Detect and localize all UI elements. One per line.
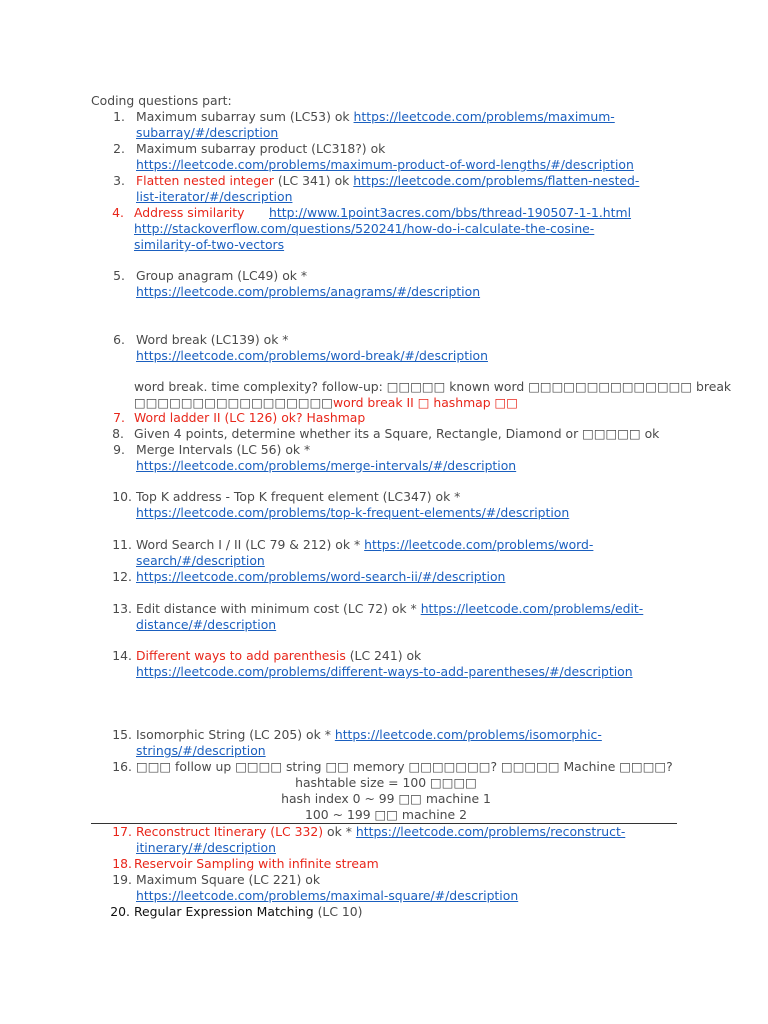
- item-title: Regular Expression Matching: [134, 904, 314, 919]
- item-text: Maximum Square (LC 221) ok: [136, 872, 321, 887]
- item-link[interactable]: https://leetcode.com/problems/maximum-product-of-word-lengths/#/description: [136, 157, 634, 172]
- list-number: 4.: [112, 205, 124, 220]
- list-number: 17.: [112, 824, 132, 839]
- item-text: ok *: [323, 824, 356, 839]
- item-link-continued[interactable]: distance/#/description: [136, 617, 277, 632]
- item-note-continued: [134, 395, 518, 411]
- list-number: 19.: [112, 872, 132, 887]
- item-text: Edit distance with minimum cost (LC 72) ok *: [136, 601, 421, 616]
- list-item: [136, 537, 593, 553]
- item-text: Isomorphic String (LC 205) ok *: [136, 727, 335, 742]
- list-number: 13.: [112, 601, 132, 616]
- item-link[interactable]: https://leetcode.com/problems/maximal-square/#/description: [136, 888, 519, 903]
- list-number: 1.: [113, 109, 125, 124]
- item-text: Maximum subarray sum (LC53) ok: [136, 109, 354, 124]
- item-link[interactable]: https://leetcode.com/problems/flatten-nested-: [353, 173, 640, 188]
- item-detail-line: hash index 0 ~ 99 □□ machine 1: [281, 791, 491, 806]
- item-link[interactable]: https://leetcode.com/problems/word-break/#/description: [136, 348, 488, 363]
- item-title-highlight: Word ladder II (LC 126) ok? Hashmap: [134, 410, 366, 425]
- note-highlight: word break II □ hashmap □□: [333, 395, 518, 410]
- item-link-second[interactable]: http://stackoverflow.com/questions/520241/how-do-i-calculate-the-cosine-: [134, 221, 595, 236]
- item-link[interactable]: https://leetcode.com/problems/isomorphic-: [334, 727, 602, 742]
- list-number: 20.: [110, 904, 130, 919]
- item-text: Maximum subarray product (LC318?) ok: [136, 141, 386, 156]
- item-detail-line: 100 ~ 199 □□ machine 2: [305, 807, 467, 822]
- list-number: 9.: [113, 442, 125, 457]
- list-item: [134, 904, 363, 920]
- item-text: Merge Intervals (LC 56) ok *: [136, 442, 311, 457]
- list-item: [136, 824, 625, 840]
- list-number: 18.: [112, 856, 132, 871]
- item-text: Word Search I / II (LC 79 & 212) ok *: [136, 537, 365, 552]
- list-number: 5.: [113, 268, 125, 283]
- item-link[interactable]: https://leetcode.com/problems/different-ways-to-add-parentheses/#/description: [136, 664, 633, 679]
- item-link[interactable]: https://leetcode.com/problems/anagrams/#/description: [136, 284, 481, 299]
- item-text: □□□ follow up □□□□ string □□ memory □□□□□□□? □□□□□ Machine □□□□?: [136, 759, 673, 774]
- item-text: (LC 341) ok: [273, 173, 354, 188]
- list-item: [136, 648, 421, 664]
- item-link[interactable]: https://leetcode.com/problems/top-k-frequent-elements/#/description: [136, 505, 570, 520]
- item-text: (LC 10): [313, 904, 363, 919]
- list-item: [136, 109, 615, 125]
- item-link-second-continued[interactable]: similarity-of-two-vectors: [134, 237, 285, 252]
- item-text: Group anagram (LC49) ok *: [136, 268, 308, 283]
- item-link[interactable]: https://leetcode.com/problems/maximum-: [353, 109, 615, 124]
- item-title-highlight: Reconstruct Itinerary (LC 332): [136, 824, 324, 839]
- list-item: [136, 727, 602, 743]
- item-title-highlight: Different ways to add parenthesis: [136, 648, 346, 663]
- item-link-continued[interactable]: subarray/#/description: [136, 125, 279, 140]
- item-link[interactable]: https://leetcode.com/problems/word-: [364, 537, 594, 552]
- item-link[interactable]: http://www.1point3acres.com/bbs/thread-190507-1-1.html: [269, 205, 632, 220]
- list-item: [136, 173, 639, 189]
- item-title-highlight: Reservoir Sampling with infinite stream: [134, 856, 379, 871]
- list-number: 3.: [113, 173, 125, 188]
- item-detail-line: hashtable size = 100 □□□□: [295, 775, 477, 790]
- list-item: [136, 601, 643, 617]
- list-number: 16.: [112, 759, 132, 774]
- list-number: 10.: [112, 489, 132, 504]
- item-link-continued[interactable]: list-iterator/#/description: [136, 189, 293, 204]
- item-link[interactable]: https://leetcode.com/problems/merge-intervals/#/description: [136, 458, 517, 473]
- item-link-continued[interactable]: search/#/description: [136, 553, 265, 568]
- note-text: □□□□□□□□□□□□□□□□□: [134, 395, 334, 410]
- item-title-highlight: Address similarity: [134, 205, 245, 220]
- list-number: 2.: [113, 141, 125, 156]
- item-text: (LC 241) ok: [345, 648, 422, 663]
- list-number: 15.: [112, 727, 132, 742]
- item-link-continued[interactable]: itinerary/#/description: [136, 840, 276, 855]
- item-title-highlight: Flatten nested integer: [136, 173, 274, 188]
- list-number: 8.: [112, 426, 124, 441]
- item-text: Given 4 points, determine whether its a Square, Rectangle, Diamond or □□□□□ ok: [134, 426, 660, 441]
- item-link[interactable]: https://leetcode.com/problems/edit-: [420, 601, 644, 616]
- list-number: 12.: [112, 569, 132, 584]
- item-note: word break. time complexity? follow-up: □□□□□ known word □□□□□□□□□□□□□□ break: [134, 379, 732, 394]
- list-number: 6.: [113, 332, 125, 347]
- item-text: Top K address - Top K frequent element (LC347) ok *: [136, 489, 461, 504]
- item-text: Word break (LC139) ok *: [136, 332, 289, 347]
- list-number: 7.: [113, 410, 125, 425]
- item-link[interactable]: https://leetcode.com/problems/reconstruct-: [355, 824, 626, 839]
- list-number: 11.: [112, 537, 132, 552]
- section-heading: Coding questions part:: [91, 93, 232, 108]
- item-link[interactable]: https://leetcode.com/problems/word-search-ii/#/description: [136, 569, 506, 584]
- list-number: 14.: [112, 648, 132, 663]
- item-link-continued[interactable]: strings/#/description: [136, 743, 266, 758]
